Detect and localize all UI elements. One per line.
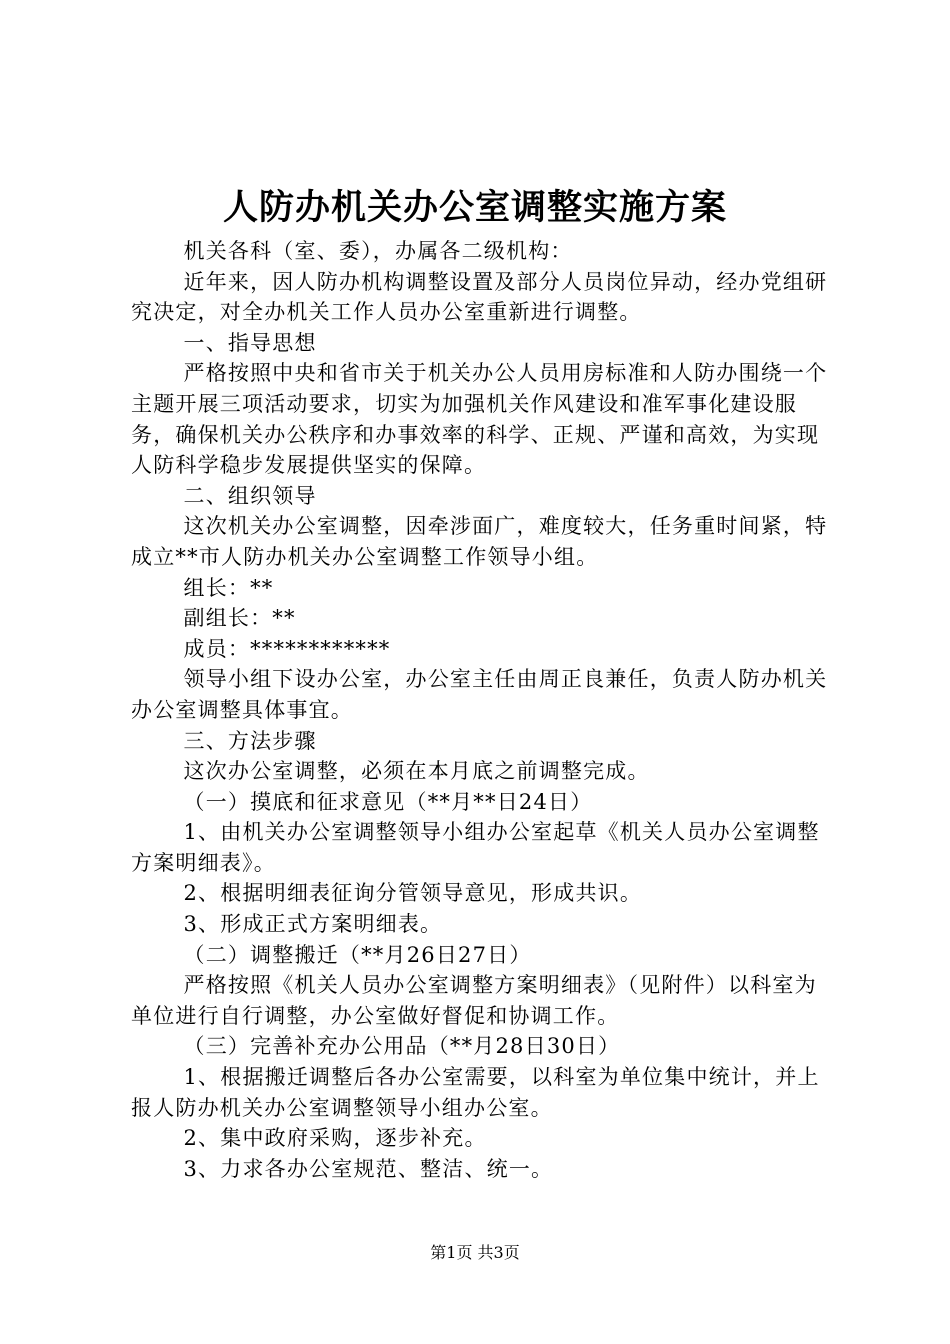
body-paragraph: 领导小组下设办公室，办公室主任由周正良兼任，负责人防办机关办公室调整具体事宜。 xyxy=(131,667,828,722)
section-heading: 一、指导思想 xyxy=(183,330,317,355)
salutation-paragraph: 机关各科（室、委），办属各二级机构： xyxy=(183,239,573,263)
list-item: 成员：************ xyxy=(183,636,391,661)
subsection-heading: （一）摸底和征求意见（**月**日24日） xyxy=(183,789,593,814)
page-number-footer: 第1页 共3页 xyxy=(430,1243,520,1262)
body-paragraph: 严格按照《机关人员办公室调整方案明细表》（见附件）以科室为单位进行自行调整，办公室做好督促和协调工作。 xyxy=(131,973,817,1028)
intro-paragraph: 近年来，因人防办机构调整设置及部分人员岗位异动，经办党组研究决定，对全办机关工作人员办公室重新进行调整。 xyxy=(131,269,828,325)
subsection-heading: （二）调整搬迁（**月26日27日） xyxy=(183,942,532,967)
body-paragraph: 这次办公室调整，必须在本月底之前调整完成。 xyxy=(183,759,650,784)
list-item: 3、力求各办公室规范、整洁、统一。 xyxy=(183,1156,554,1181)
section-heading: 二、组织领导 xyxy=(183,483,317,508)
subsection-heading: （三）完善补充办公用品（**月28日30日） xyxy=(183,1034,621,1059)
list-item: 3、形成正式方案明细表。 xyxy=(183,912,443,937)
body-paragraph: 这次机关办公室调整，因牵涉面广，难度较大，任务重时间紧，特成立**市人防办机关办公室调整工作领导小组。 xyxy=(131,514,828,569)
list-item: 2、根据明细表征询分管领导意见，形成共识。 xyxy=(183,881,643,906)
document-title: 人防办机关办公室调整实施方案 xyxy=(222,187,727,228)
document-body xyxy=(131,236,833,1184)
body-paragraph: 严格按照中央和省市关于机关办公人员用房标准和人防办围绕一个主题开展三项活动要求，切实为加强机关作风建设和准军事化建设服务，确保机关办公秩序和办事效率的科学、正规、严谨和高效，为实现人防科学稳步发展提供坚实的保障。 xyxy=(131,361,828,478)
list-item: 1、由机关办公室调整领导小组办公室起草《机关人员办公室调整方案明细表》。 xyxy=(131,820,820,875)
list-item: 2、集中政府采购，逐步补充。 xyxy=(183,1126,487,1151)
list-item: 1、根据搬迁调整后各办公室需要，以科室为单位集中统计，并上报人防办机关办公室调整领导小组办公室。 xyxy=(131,1065,820,1120)
section-heading: 三、方法步骤 xyxy=(183,728,317,753)
list-item: 副组长：** xyxy=(183,606,296,631)
list-item: 组长：** xyxy=(183,575,274,600)
